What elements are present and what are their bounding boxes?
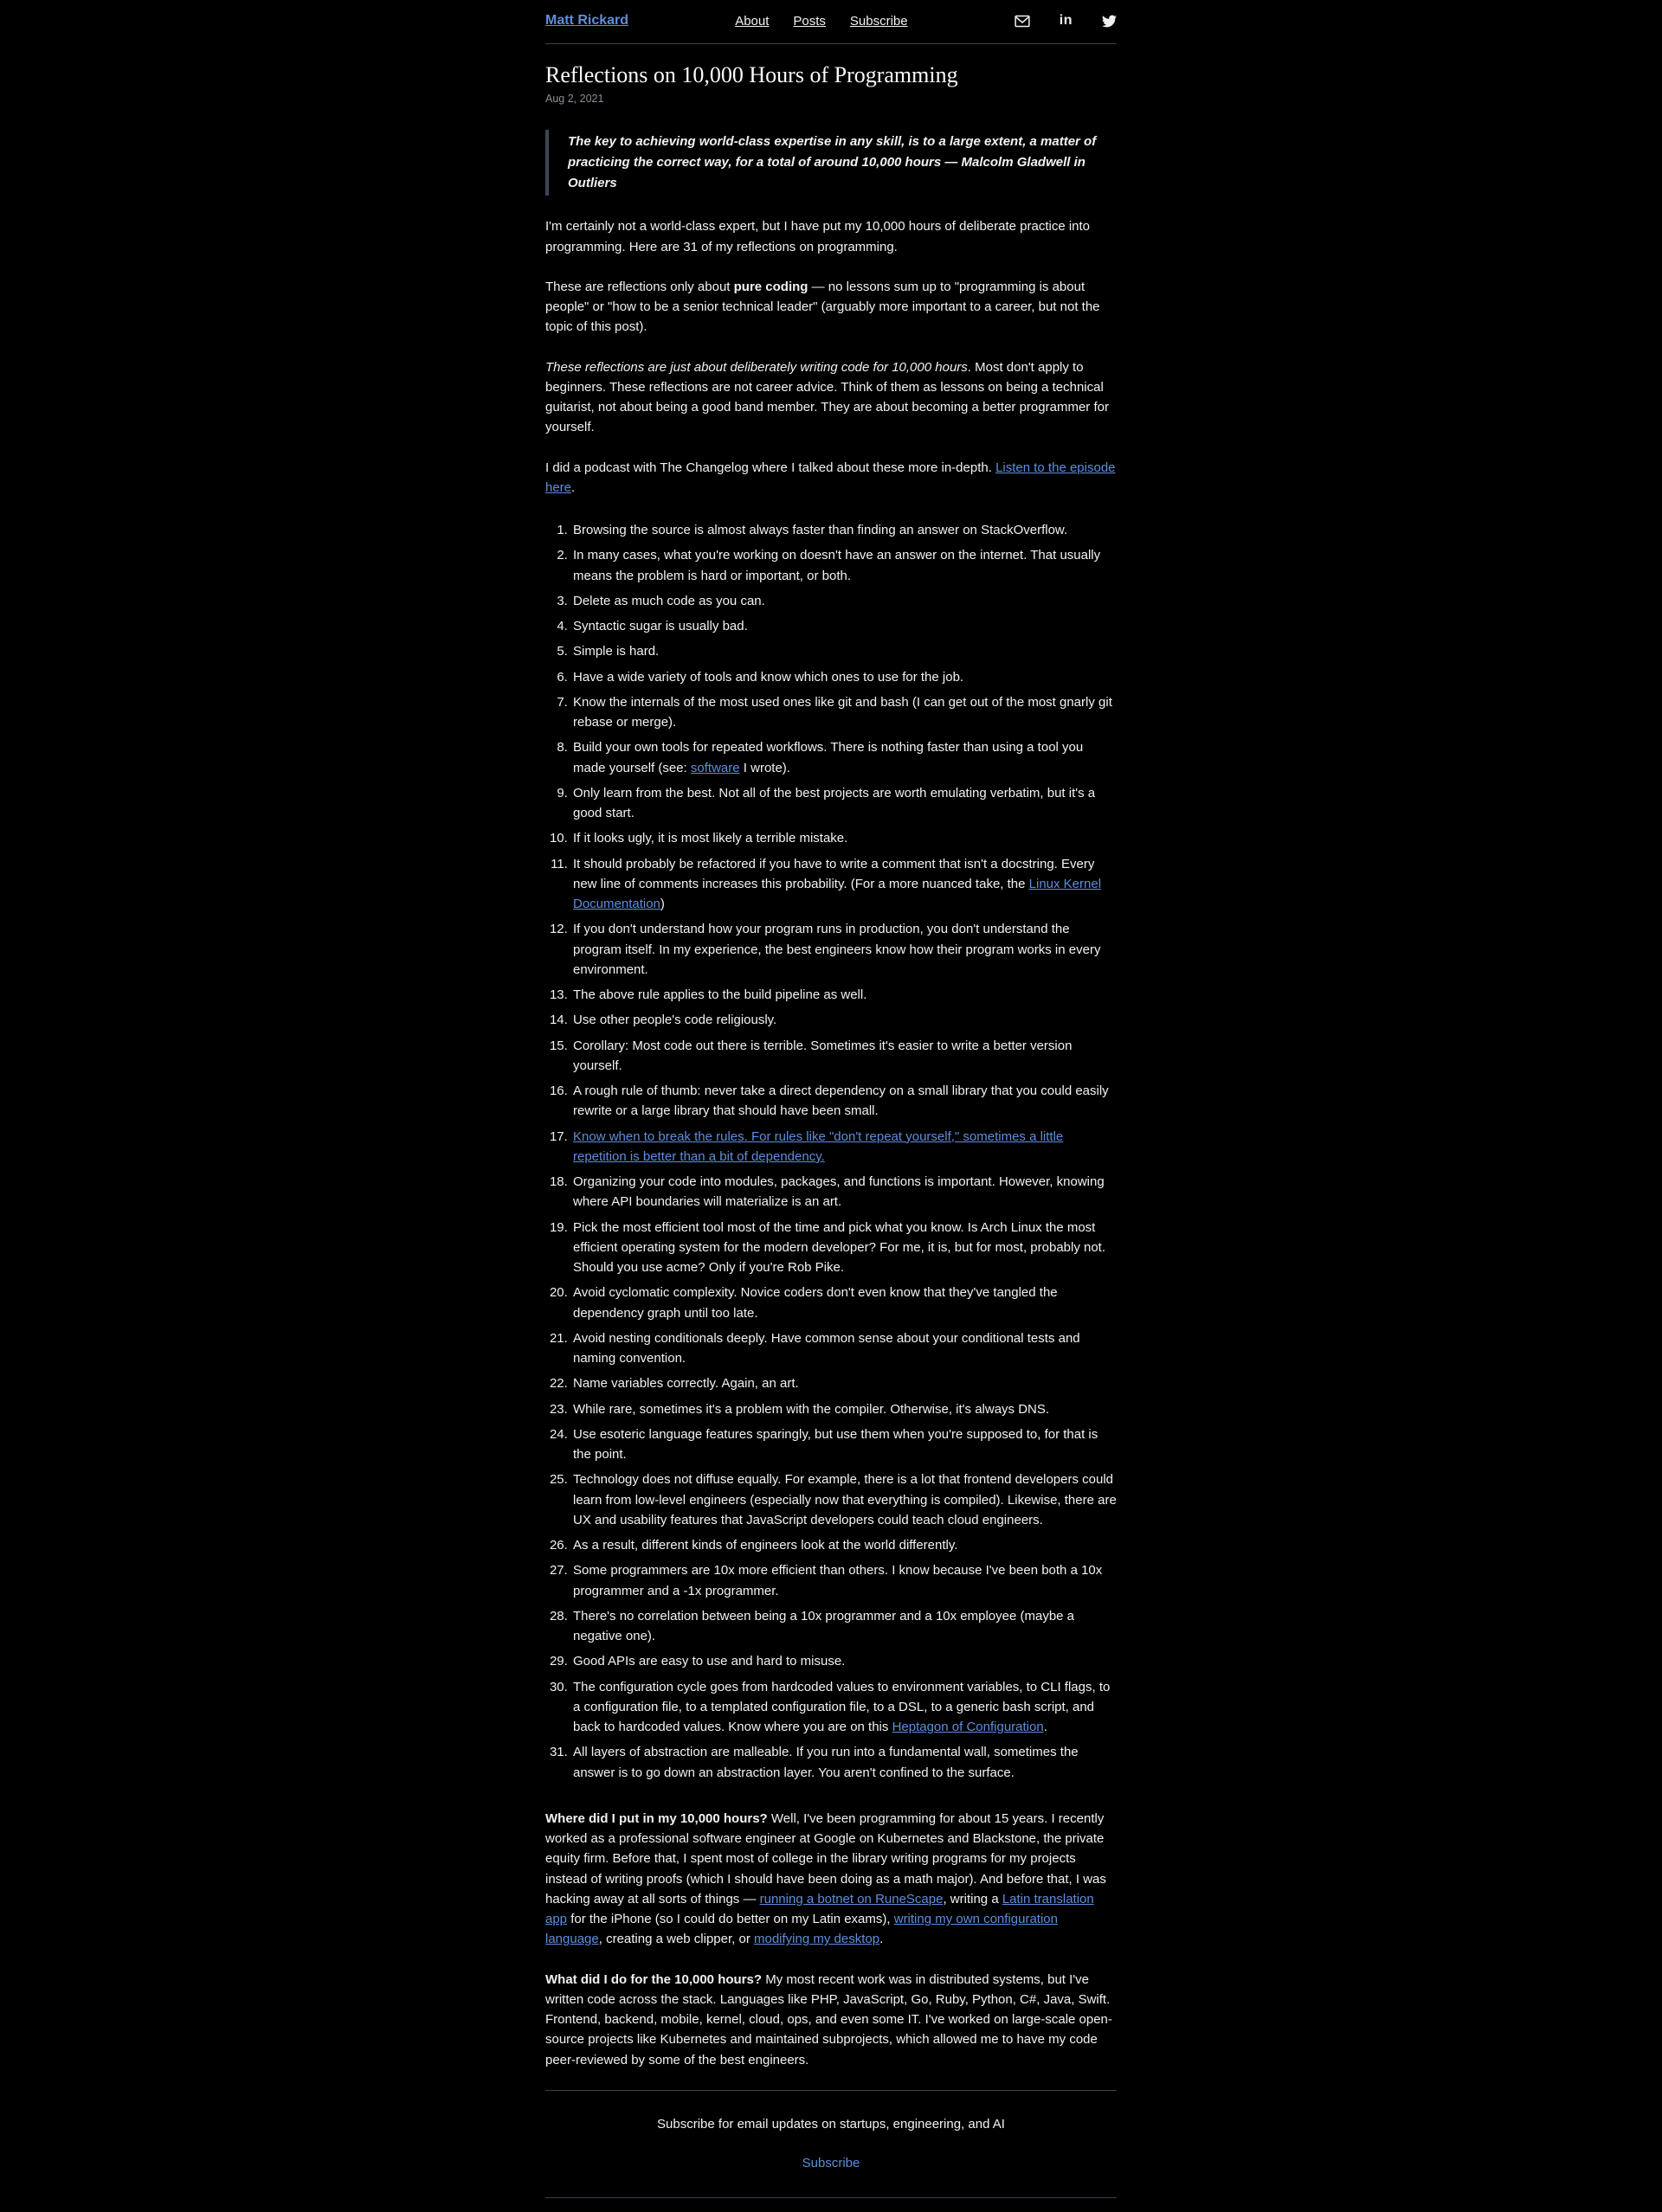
- text-segment: Syntactic sugar is usually bad.: [573, 619, 748, 634]
- list-item: [571, 1127, 1117, 1167]
- list-item: [571, 1283, 1117, 1323]
- list-item: [571, 616, 1117, 636]
- list-item: [571, 737, 1117, 778]
- text-segment: Only learn from the best. Not all of the best projects are worth emulating verbatim, but it's a good start.: [573, 785, 1096, 821]
- list-item: [571, 1172, 1117, 1212]
- list-item: [571, 667, 1117, 687]
- text-segment: Name variables correctly. Again, an art.: [573, 1376, 799, 1392]
- list-item: [571, 1036, 1117, 1077]
- text-segment: Use esoteric language features sparingly, but use them when you're supposed to, for that is the point.: [573, 1426, 1098, 1463]
- list-item: [571, 1424, 1117, 1465]
- post-date: Aug 2, 2021: [545, 92, 604, 105]
- text-segment: Technology does not diffuse equally. For example, there is a lot that frontend developers could learn from low-level engineers (especially now that everything is compiled). Likewise, there are UX and usability features that JavaScript developers could teach cloud engineers.: [573, 1472, 1117, 1527]
- break-the-rules-link[interactable]: Know when to break the rules. For rules like "don't repeat yourself," sometimes a little repetition is better than a bit of dependency.: [573, 1129, 1064, 1164]
- footer-blurb: Subscribe for email updates on startups, engineering, and AI: [657, 2116, 1005, 2132]
- list-item: [571, 828, 1117, 848]
- text-segment: , writing a: [943, 1891, 1002, 1907]
- list-item: [571, 1469, 1117, 1530]
- text-segment: Pick the most efficient tool most of the time and pick what you know. Is Arch Linux the most efficient operating system for the modern developer? For me, it is, but for most, probably not. Should you use acme? Only if you're Rob Pike.: [573, 1219, 1106, 1276]
- list-item: [571, 1010, 1117, 1030]
- linux-kernel-doc-link[interactable]: Linux Kernel Documentation: [573, 876, 1102, 912]
- site-header: [545, 2, 1117, 44]
- article: [545, 61, 1117, 2070]
- page-container: [545, 0, 1117, 2208]
- list-item: [571, 520, 1117, 540]
- intro-paragraph-1: [545, 216, 1117, 257]
- intro-paragraph-2: [545, 277, 1117, 338]
- text-segment: I did a podcast with The Changelog where I talked about these more in-depth.: [545, 460, 996, 475]
- text-segment: My most recent work was in distributed systems, but I've written code across the stack. Languages like PHP, JavaScript, Go, Ruby, Python, C#, Java, Swift. Frontend, backend, mobile, kernel, cloud, ops, and even some IT. I've worked on large-scale open-source projects like Kubernetes and maintained subprojects, which allowed me to have my code peer-reviewed by some of the best engineers.: [545, 1971, 1112, 2067]
- heptagon-of-configuration-link[interactable]: Heptagon of Configuration: [892, 1720, 1044, 1735]
- footer-subscribe-link[interactable]: Subscribe: [802, 2156, 860, 2171]
- text-segment: All layers of abstraction are malleable. If you run into a fundamental wall, sometimes the answer is to go down an abstraction layer. You aren't confined to the surface.: [573, 1745, 1079, 1780]
- text-segment: Corollary: Most code out there is terrible. Sometimes it's easier to write a better version yourself.: [573, 1038, 1073, 1073]
- linkedin-icon[interactable]: in: [1059, 13, 1073, 28]
- list-item: [571, 1560, 1117, 1601]
- list-item: [571, 854, 1117, 915]
- list-item: [571, 783, 1117, 824]
- text-segment: A rough rule of thumb: never take a direct dependency on a small library that you could easily rewrite or a large library that should have been small.: [573, 1083, 1109, 1119]
- list-item: [571, 1328, 1117, 1369]
- nav-about-link[interactable]: About: [735, 13, 770, 29]
- text-segment: If you don't understand how your program runs in production, you don't understand the program itself. In my experience, the best engineers know how their program works in every environment.: [573, 922, 1101, 977]
- intro-paragraph-4: [545, 458, 1117, 498]
- reflections-list: [545, 520, 1117, 1783]
- list-item: [571, 1677, 1117, 1738]
- modifying-desktop-link[interactable]: modifying my desktop: [754, 1932, 880, 1947]
- text-segment: Avoid nesting conditionals deeply. Have common sense about your conditional tests and naming convention.: [573, 1330, 1080, 1366]
- intro-paragraph-3: [545, 357, 1117, 438]
- text-segment: .: [1043, 1720, 1047, 1735]
- text-segment: Simple is hard.: [573, 644, 660, 659]
- text-segment: While rare, sometimes it's a problem with the compiler. Otherwise, it's always DNS.: [573, 1401, 1050, 1417]
- list-item: [571, 591, 1117, 611]
- brand-link[interactable]: Matt Rickard: [545, 13, 629, 28]
- text-segment: Good APIs are easy to use and hard to misuse.: [573, 1654, 846, 1669]
- nav-posts-link[interactable]: Posts: [793, 13, 826, 29]
- list-item: [571, 985, 1117, 1005]
- main-nav: [654, 11, 989, 31]
- list-item: [571, 1742, 1117, 1783]
- list-item: [571, 1606, 1117, 1647]
- text-segment: In many cases, what you're working on doesn't have an answer on the internet. That usually means the problem is hard or important, or both.: [573, 548, 1101, 583]
- list-item: [571, 1535, 1117, 1555]
- list-item: [571, 919, 1117, 980]
- text-segment: These reflections are just about deliberately writing code for 10,000 hours: [545, 359, 968, 375]
- list-item: [571, 1373, 1117, 1393]
- text-segment: ): [660, 897, 665, 912]
- software-link[interactable]: software: [690, 760, 740, 775]
- text-segment: . Most don't apply to beginners. These reflections are not career advice. Think of them as lessons on being a technical guitarist, not about being a good band member. They are about becoming a better programmer for yourself.: [545, 359, 1109, 435]
- text-segment: Some programmers are 10x more efficient than others. I know because I've been both a 10x programmer and a -1x programmer.: [573, 1563, 1103, 1598]
- text-segment: Use other people's code religiously.: [573, 1013, 777, 1028]
- text-segment: Browsing the source is almost always faster than finding an answer on StackOverflow.: [573, 523, 1068, 538]
- list-item: [571, 692, 1117, 733]
- list-item: [571, 1218, 1117, 1278]
- latin-translation-app-link[interactable]: Latin translation app: [545, 1891, 1094, 1927]
- listen-episode-link[interactable]: Listen to the episode here: [545, 460, 1116, 495]
- nav-subscribe-link[interactable]: Subscribe: [849, 13, 908, 29]
- text-segment: pure coding: [733, 279, 808, 294]
- text-segment: Know the internals of the most used ones like git and bash (I can get out of the most gnarly git rebase or merge).: [573, 694, 1112, 730]
- text-segment: Organizing your code into modules, packages, and functions is important. However, knowing where API boundaries will materialize is an art.: [573, 1174, 1105, 1210]
- list-item: [571, 545, 1117, 586]
- outro-paragraph-2: [545, 1970, 1117, 2070]
- text-segment: , creating a web clipper, or: [598, 1932, 754, 1947]
- outro-paragraph-1: [545, 1809, 1117, 1950]
- text-segment: These are reflections only about: [545, 279, 734, 294]
- text-segment: The above rule applies to the build pipeline as well.: [573, 987, 867, 1003]
- quote-block: The key to achieving world-class expertise in any skill, is to a large extent, a matter of practicing the correct way, for a total of around 10,000 hours — Malcolm Gladwell in Outliers: [545, 130, 1117, 196]
- bottom-divider: [545, 2197, 1117, 2208]
- text-segment: for the iPhone (so I could do better on my Latin exams),: [567, 1912, 894, 1927]
- text-segment: .: [571, 479, 576, 495]
- text-segment: Avoid cyclomatic complexity. Novice coders don't even know that they've tangled the dependency graph until too late.: [573, 1285, 1058, 1321]
- text-segment: The configuration cycle goes from hardcoded values to environment variables, to CLI flags, to a configuration file, to a templated configuration file, to a DSL, to a generic bash script, and back to hardcoded values. Know where you are on this: [573, 1679, 1111, 1735]
- text-segment: Well, I've been programming for about 15 years. I recently worked as a professional software engineer at Google on Kubernetes and Blackstone, the private equity firm. Before that, I spent most of college in the library writing programs for my projects instead of writing proofs (which I should have been doing as a math major). And before that, I was hacking away at all sorts of things —: [545, 1810, 1106, 1907]
- email-icon[interactable]: [1015, 15, 1030, 28]
- site-footer: [545, 2090, 1117, 2209]
- text-segment: .: [879, 1932, 884, 1947]
- runescape-botnet-link[interactable]: running a botnet on RuneScape: [759, 1891, 944, 1907]
- text-segment: If it looks ugly, it is most likely a terrible mistake.: [573, 831, 848, 846]
- configuration-language-link[interactable]: writing my own configuration language: [545, 1912, 1058, 1947]
- list-item: [571, 641, 1117, 661]
- list-item: [571, 1651, 1117, 1671]
- text-segment: I wrote).: [739, 760, 790, 775]
- text-segment: — no lessons sum up to "programming is about people" or "how to be a senior technical leader" (arguably more important to a career, but not the topic of this post).: [545, 279, 1100, 335]
- text-segment: Where did I put in my 10,000 hours?: [545, 1810, 768, 1826]
- list-item: [571, 1081, 1117, 1122]
- text-segment: I'm certainly not a world-class expert, but I have put my 10,000 hours of deliberate practice into programming. Here are 31 of my reflections on programming.: [545, 219, 1091, 254]
- text-segment: There's no correlation between being a 10x programmer and a 10x employee (maybe a negative one).: [573, 1608, 1075, 1644]
- page-title: Reflections on 10,000 Hours of Programming: [545, 61, 958, 87]
- text-segment: What did I do for the 10,000 hours?: [545, 1971, 763, 1987]
- text-segment: As a result, different kinds of engineers look at the world differently.: [573, 1538, 958, 1553]
- text-segment: It should probably be refactored if you have to write a comment that isn't a docstring. Every new line of comments increases this probability. (For a more nuanced take, the: [573, 856, 1095, 891]
- text-segment: Have a wide variety of tools and know which ones to use for the job.: [573, 669, 964, 685]
- text-segment: Build your own tools for repeated workflows. There is nothing faster than using a tool you made yourself (see:: [573, 740, 1084, 775]
- twitter-icon[interactable]: [1102, 15, 1117, 28]
- text-segment: Delete as much code as you can.: [573, 593, 765, 608]
- social-icons: [1015, 10, 1117, 32]
- list-item: [571, 1399, 1117, 1419]
